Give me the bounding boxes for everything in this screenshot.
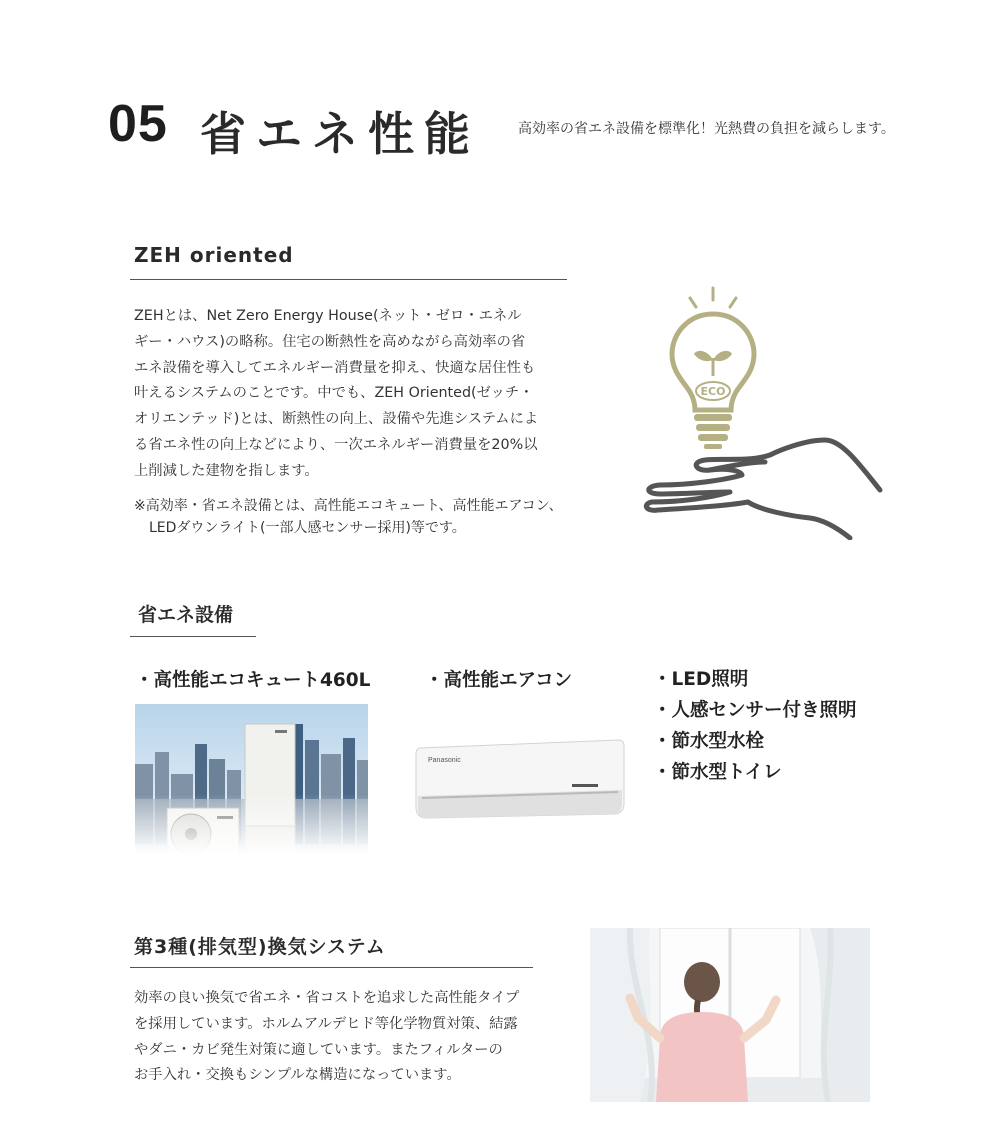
zeh-line: エネ設備を導入してエネルギー消費量を抑え、快適な居住性も [134, 359, 536, 376]
ecocute-label: ・高性能エコキュート460L [135, 670, 371, 691]
equipment-heading: 省エネ設備 [138, 604, 234, 626]
eco-label: ECO [700, 385, 726, 398]
section-subtitle: 高効率の省エネ設備を標準化！光熱費の負担を減らします。 [518, 121, 895, 137]
ventilation-line: 効率の良い換気で省エネ・省コストを追求した高性能タイプ [134, 990, 520, 1006]
zeh-line: ギー・ハウス)の略称。住宅の断熱性を高めながら高効率の省 [134, 333, 526, 350]
aircon-brand: Panasonic [428, 757, 461, 764]
zeh-heading-rule [130, 279, 567, 280]
section-number: 05 [108, 95, 168, 153]
equipment-heading-rule [130, 636, 256, 637]
zeh-note-line: LEDダウンライト(一部人感センサー採用)等です。 [149, 520, 466, 536]
zeh-line: 叶えるシステムのことです。中でも、ZEH Oriented(ゼッチ・ [134, 385, 534, 402]
ventilation-line: やダニ・カビ発生対策に適しています。またフィルターの [134, 1041, 503, 1058]
ventilation-description [134, 986, 544, 1089]
feature-item: ・LED照明 [653, 669, 749, 690]
ventilation-line: を採用しています。ホルムアルデヒド等化学物質対策、結露 [134, 1015, 518, 1032]
ecocute-image [135, 704, 368, 854]
zeh-note [134, 495, 589, 539]
aircon-image [412, 734, 628, 824]
aircon-label: ・高性能エアコン [425, 670, 573, 691]
zeh-line: 上削減した建物を指します。 [134, 462, 319, 479]
zeh-heading: ZEH oriented [134, 243, 294, 267]
window-photo [590, 928, 870, 1102]
zeh-description [134, 304, 574, 485]
section-title: 省エネ性能 [200, 107, 480, 161]
zeh-line: ZEHとは、Net Zero Energy House(ネット・ゼロ・エネル [134, 308, 522, 324]
ventilation-heading: 第3種(排気型)換気システム [134, 936, 386, 958]
zeh-line: オリエンテッド)とは、断熱性の向上、設備や先進システムによ [134, 411, 539, 428]
feature-item: ・節水型水栓 [653, 731, 765, 752]
ventilation-line: お手入れ・交換もシンプルな構造になっています。 [134, 1067, 461, 1084]
zeh-note-line: ※高効率・省エネ設備とは、高性能エコキュート、高性能エアコン、 [134, 498, 563, 514]
feature-item: ・人感センサー付き照明 [653, 700, 857, 721]
feature-list [653, 664, 857, 788]
ventilation-heading-rule [130, 967, 533, 968]
feature-item: ・節水型トイレ [653, 762, 782, 783]
eco-bulb-hand-icon [630, 280, 890, 540]
zeh-line: る省エネ性の向上などにより、一次エネルギー消費量を20%以 [134, 436, 538, 453]
